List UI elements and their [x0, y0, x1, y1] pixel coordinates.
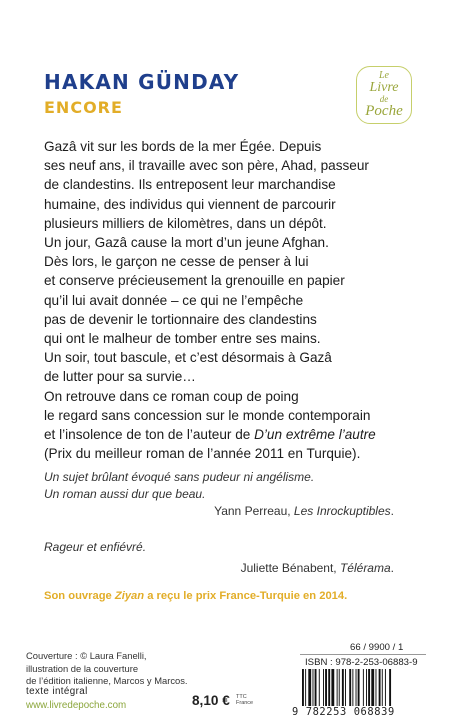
divider — [300, 654, 426, 655]
quote-source: Les Inrockuptibles — [293, 504, 391, 518]
quote-line: Rageur et enfiévré. — [44, 540, 147, 554]
synopsis-line: le regard sans concession sur le monde contemporain — [44, 407, 371, 423]
ttc-line-1: TTC — [236, 694, 247, 700]
synopsis-line-with-title — [44, 425, 404, 444]
livre-de-poche-logo — [356, 66, 412, 124]
synopsis-line: Un jour, Gazâ cause la mort d’un jeune Afghan. — [44, 235, 329, 251]
quote-line: Un roman aussi dur que beau. — [44, 487, 206, 501]
synopsis-line: qui ont le malheur de tomber entre ses mains. — [44, 331, 321, 347]
quote-attribution — [44, 503, 404, 520]
synopsis-line-start: et l’insolence de ton de l’auteur de — [44, 427, 255, 443]
synopsis-line: Un soir, tout bascule, et c’est désormais à Gazâ — [44, 350, 332, 366]
quote-end: . — [390, 504, 394, 518]
credit-line: illustration de la couverture — [26, 662, 139, 674]
credit-line: de l’édition italienne, Marcos y Marcos. — [26, 675, 188, 686]
synopsis-line: humaine, des individus qui viennent de parcourir — [44, 196, 336, 212]
synopsis-line: ses neuf ans, il travaille avec son père, Ahad, passeur — [44, 158, 369, 174]
ttc-line-2: France — [236, 700, 254, 706]
quote-end: . — [390, 561, 394, 575]
synopsis-line: de clandestins. Ils entreposent leur marchandise — [44, 177, 336, 193]
price: 8,10 € — [192, 693, 230, 708]
synopsis-line: qu’il lui avait donnée – ce qui ne l’empêche — [44, 292, 304, 308]
synopsis-line: On retrouve dans ce roman coup de poing — [44, 388, 299, 404]
quote-source: Télérama — [339, 561, 391, 575]
synopsis-line: Gazâ vit sur les bords de la mer Égée. Depuis — [44, 139, 322, 154]
quote-author: Yann Perreau, — [214, 504, 294, 518]
logo-line-1: Le — [379, 70, 389, 81]
previous-book-title: D’un extrême l’autre — [254, 427, 376, 443]
logo-line-2: Livre — [369, 80, 399, 95]
texte-integral-label: texte intégral — [26, 686, 88, 697]
synopsis — [44, 137, 404, 463]
logo-line-4: Poche — [365, 103, 403, 119]
credit-line: Couverture : © Laura Fanelli, — [26, 650, 147, 661]
press-quote-inrockuptibles — [44, 469, 404, 520]
prize-note — [44, 590, 414, 602]
prize-book-title: Ziyan — [114, 590, 145, 602]
synopsis-line: (Prix du meilleur roman de l’année 2011 en Turquie). — [44, 446, 361, 462]
synopsis-line: et conserve précieusement la grenouille en papier — [44, 273, 345, 289]
cover-credits — [26, 650, 246, 688]
synopsis-line: plusieurs milliers de kilomètres, dans un dépôt. — [44, 215, 327, 231]
publisher-website[interactable]: www.livredepoche.com — [26, 700, 127, 711]
author-name: HAKAN GÜNDAY — [44, 70, 240, 94]
synopsis-line: de lutter pour sa survie… — [44, 369, 196, 385]
press-quote-telerama — [44, 539, 404, 577]
synopsis-line: Dès lors, le garçon ne cesse de penser à lui — [44, 254, 309, 270]
quote-line: Un sujet brûlant évoqué sans pudeur ni angélisme. — [44, 470, 315, 484]
prize-before: Son ouvrage — [44, 590, 115, 602]
price-ttc-note — [236, 694, 253, 706]
synopsis-line: pas de devenir le tortionnaire des clandestins — [44, 311, 317, 327]
isbn: ISBN : 978-2-253-06883-9 — [305, 657, 418, 668]
book-title: ENCORE — [44, 98, 123, 117]
quote-attribution — [44, 560, 404, 577]
quote-author: Juliette Bénabent, — [240, 561, 340, 575]
barcode-digits: 9 782253 068839 — [292, 706, 395, 718]
catalog-code: 66 / 9900 / 1 — [350, 642, 404, 653]
prize-after: a reçu le prix France-Turquie en 2014. — [144, 590, 348, 602]
logo-line-3: de — [379, 94, 389, 104]
